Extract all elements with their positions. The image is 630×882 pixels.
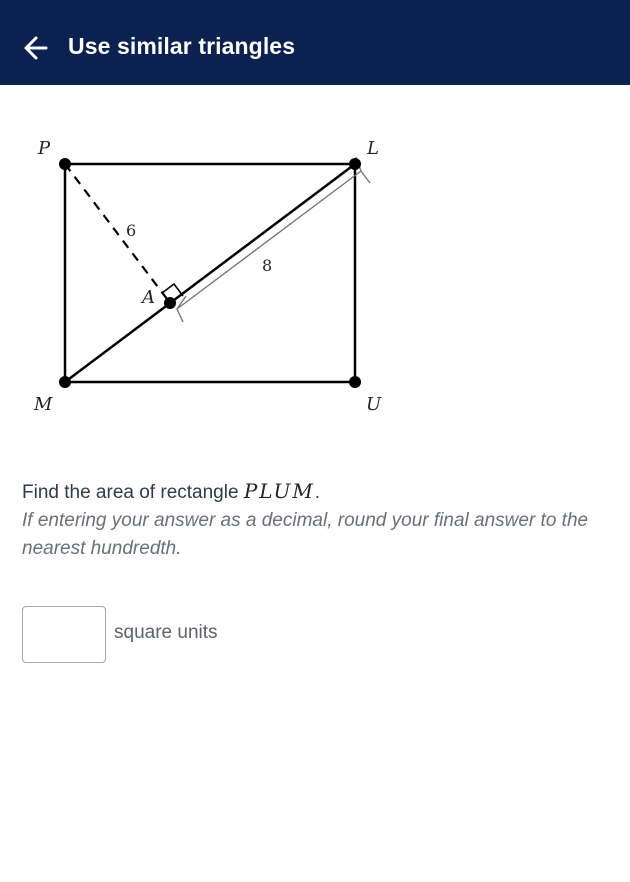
label-M: M (34, 394, 53, 415)
top-bar (0, 0, 630, 85)
arrow-left-icon[interactable] (18, 30, 56, 66)
vertex-A (164, 297, 176, 309)
prompt-text: Find the area of rectangle (22, 482, 239, 503)
diagonal-ML (65, 164, 355, 382)
label-U: U (366, 394, 382, 415)
page-title: Use similar triangles (68, 33, 296, 59)
rounding-hint: If entering your answer as a decimal, round your final answer to the nearest hundredth. (22, 510, 589, 559)
label-A: A (142, 287, 155, 308)
length-AL: 8 (262, 256, 273, 275)
answer-input[interactable] (22, 606, 106, 663)
label-P: P (38, 138, 51, 159)
rectangle-name: PLUM (243, 479, 315, 503)
vertex-L (349, 158, 361, 170)
prompt-end: . (314, 482, 321, 503)
vertex-U (349, 376, 361, 388)
question-prompt (22, 479, 320, 504)
length-PA: 6 (126, 221, 137, 240)
arrowhead-A (177, 296, 186, 322)
units-label: square units (114, 622, 218, 643)
label-L: L (367, 138, 379, 159)
geometry-figure (0, 120, 420, 430)
vertex-P (59, 158, 71, 170)
vertex-M (59, 376, 71, 388)
altitude-PA (65, 164, 170, 303)
measure-line-AL (177, 171, 361, 309)
